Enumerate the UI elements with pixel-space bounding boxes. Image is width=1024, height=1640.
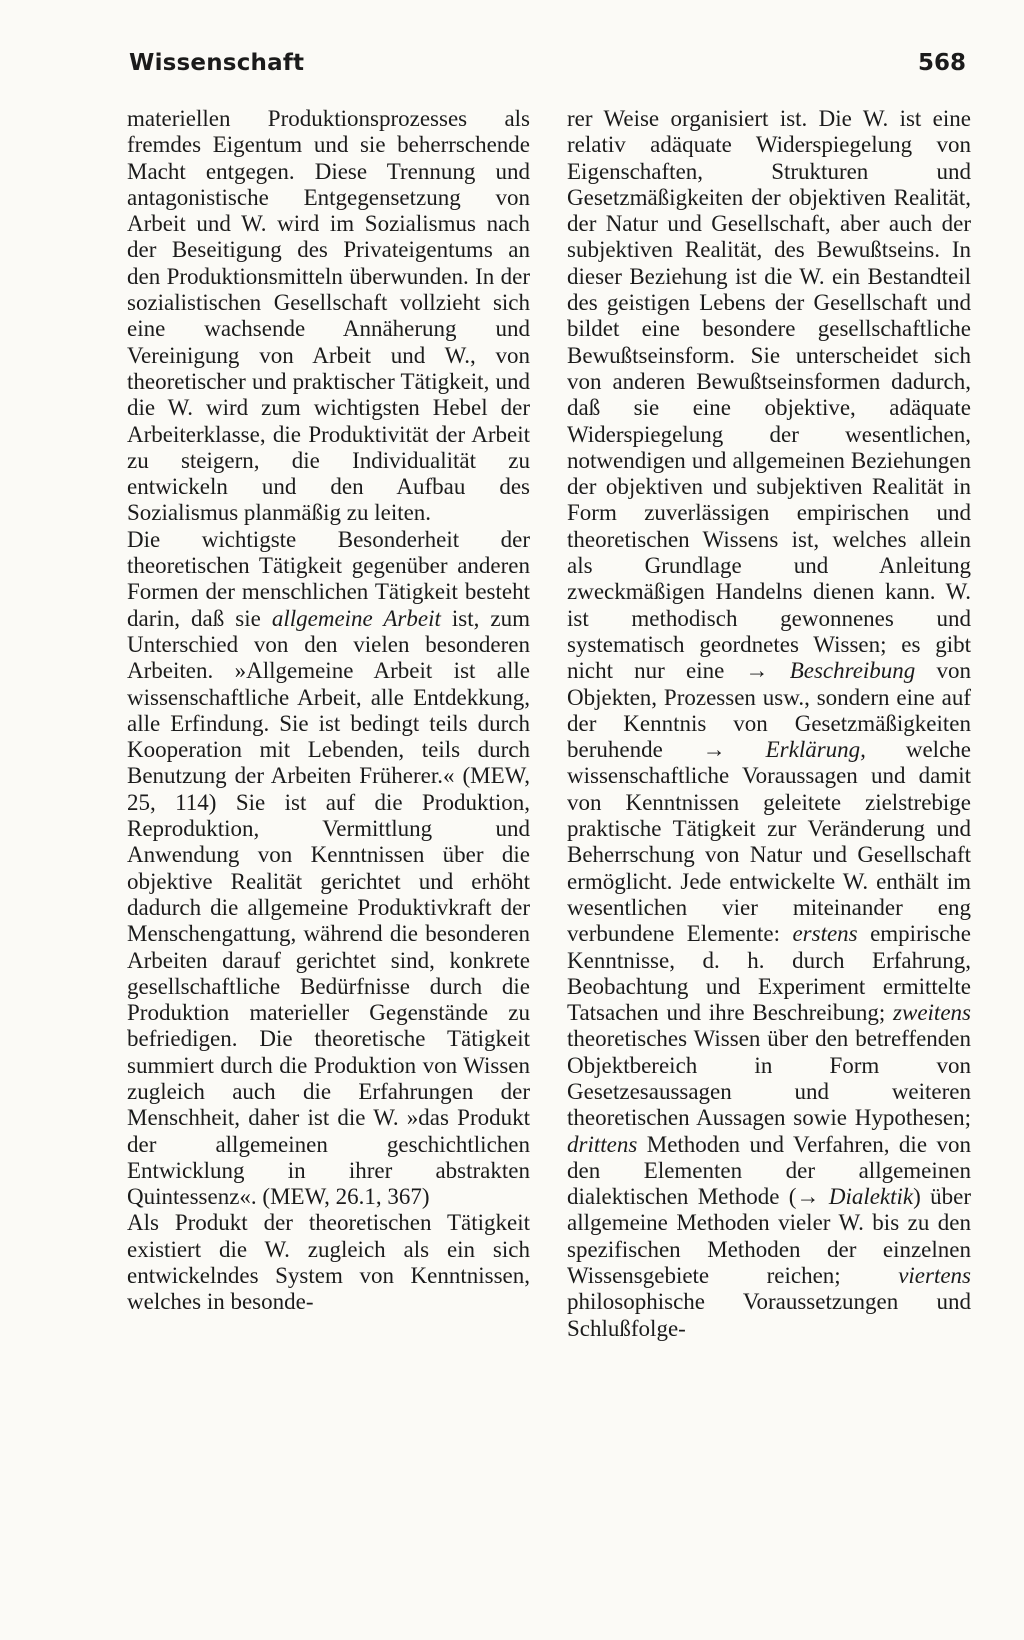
emphasis-text: viertens <box>898 1263 971 1289</box>
paragraph-text: philosophische Voraussetzungen und Schlußfolge- <box>567 1289 971 1341</box>
paragraph-text: Als Produkt der theoretischen Tätigkeit existiert die W. zugleich als ein sich entwickelndes System von Kenntnissen, welches in besonde- <box>127 1210 530 1315</box>
emphasis-text: allgemeine Arbeit <box>271 605 441 631</box>
paragraph <box>127 527 530 1211</box>
paragraph-text: ) über allgemeine Methoden vieler W. bis zu den spezifischen Methoden der einzelnen Wissensgebiete reichen; <box>567 1184 971 1289</box>
cross-reference-link[interactable]: Dialektik <box>828 1184 914 1210</box>
paragraph <box>127 106 530 527</box>
emphasis-text: zweitens <box>893 1000 971 1026</box>
paragraph-text: theoretisches Wissen über den betreffenden Objektbereich in Form von Gesetzesaussagen und weiteren theoretischen Aussagen sowie Hypothesen; <box>567 1026 971 1131</box>
emphasis-text: drittens <box>567 1131 638 1157</box>
paragraph-text: ist, zum Unterschied von den vielen besonderen Arbeiten. »Allgemeine Arbeit ist alle wissenschaftliche Arbeit, alle Entdekkung, alle Erfindung. Sie ist bedingt teils durch Kooperation mit Lebenden, teils durch Benutzung der Arbeiten Früherer.« (MEW, 25, 114) Sie ist auf die Produktion, Reproduktion, Vermittlung und Anwendung von Kenntnissen über die objektive Realität gerichtet und erhöht dadurch die allgemeine Produktivkraft der Menschengattung, während die besonderen Arbeiten darauf gerichtet sind, konkrete gesellschaftliche Bedürfnisse durch die Produktion materieller Gegenstände zu befriedigen. Die theoretische Tätigkeit summiert durch die Produktion von Wissen zugleich auch die Erfahrungen der Menschheit, daher ist die W. »das Produkt der allgemeinen geschichtlichen Entwicklung in ihrer abstrakten Quintessenz«. (MEW, 26.1, 367) <box>127 605 530 1210</box>
paragraph-text: von Objekten, Prozessen usw., sondern eine auf der Kenntnis von Gesetzmäßigkeiten beruhende → <box>567 658 971 763</box>
paragraph-text: materiellen Produktionsprozesses als fremdes Eigentum und sie beherrschende Macht entgegen. Diese Trennung und antagonistische Entgegensetzung von Arbeit und W. wird im Sozialismus nach der Beseitigung des Privateigentums an den Produktionsmitteln überwunden. In der sozialistischen Gesellschaft vollzieht sich eine wachsende Annäherung und Vereinigung von Arbeit und W., von theoretischer und praktischer Tätigkeit, und die W. wird zum wichtigsten Hebel der Arbeiterklasse, die Produktivität der Arbeit zu steigern, die Individualität zu entwickeln und den Aufbau des Sozialismus planmäßig zu leiten. <box>127 106 530 526</box>
paragraph <box>567 106 971 1342</box>
paragraph-text: rer Weise organisiert ist. Die W. ist eine relativ adäquate Widerspiegelung von Eigenschaften, Strukturen und Gesetzmäßigkeiten der objektiven Realität, der Natur und Gesellschaft, aber auch der subjektiven Realität, des Bewußtseins. In dieser Beziehung ist die W. ein Bestandteil des geistigen Lebens der Gesellschaft und bildet eine besondere gesellschaftliche Bewußtseinsform. Sie unterscheidet sich von anderen Bewußtseinsformen dadurch, daß sie eine objektive, adäquate Widerspiegelung der wesentlichen, notwendigen und allgemeinen Beziehungen der objektiven und subjektiven Realität in Form zuverlässigen empirischen und theoretischen Wissens ist, welches allein als Grundlage und Anleitung zweckmäßigen Handelns dienen kann. W. ist methodisch gewonnenes und systematisch geordnetes Wissen; es gibt nicht nur eine → <box>567 106 971 684</box>
running-head-title: Wissenschaft <box>129 50 305 76</box>
paragraph <box>127 1210 530 1315</box>
right-column <box>567 106 971 1606</box>
emphasis-text: erstens <box>792 921 858 947</box>
paragraph-text: welche wissenschaftliche Voraussagen und damit von Kenntnissen geleitete zielstrebige praktische Tätigkeit zur Veränderung und Beherrschung von Natur und Gesellschaft ermöglicht. Jede entwickelte W. enthält im wesentlichen vier miteinander eng verbundene Elemente: <box>567 737 971 947</box>
paragraph-text: Methoden und Verfahren, die von den Elementen der allgemeinen dialektischen Methode (→ <box>567 1131 971 1210</box>
left-column <box>127 106 530 1606</box>
page-number: 568 <box>918 50 967 76</box>
cross-reference-link[interactable]: Beschreibung <box>789 658 916 684</box>
cross-reference-link[interactable]: Erklärung, <box>765 737 866 763</box>
paragraph-text: Die wichtigste Besonderheit der theoretischen Tätigkeit gegenüber anderen Formen der menschlichen Tätigkeit besteht darin, daß sie <box>127 526 530 631</box>
paragraph-text: empirische Kenntnisse, d. h. durch Erfahrung, Beobachtung und Experiment ermittelte Tatsachen und ihre Beschreibung; <box>567 921 971 1026</box>
